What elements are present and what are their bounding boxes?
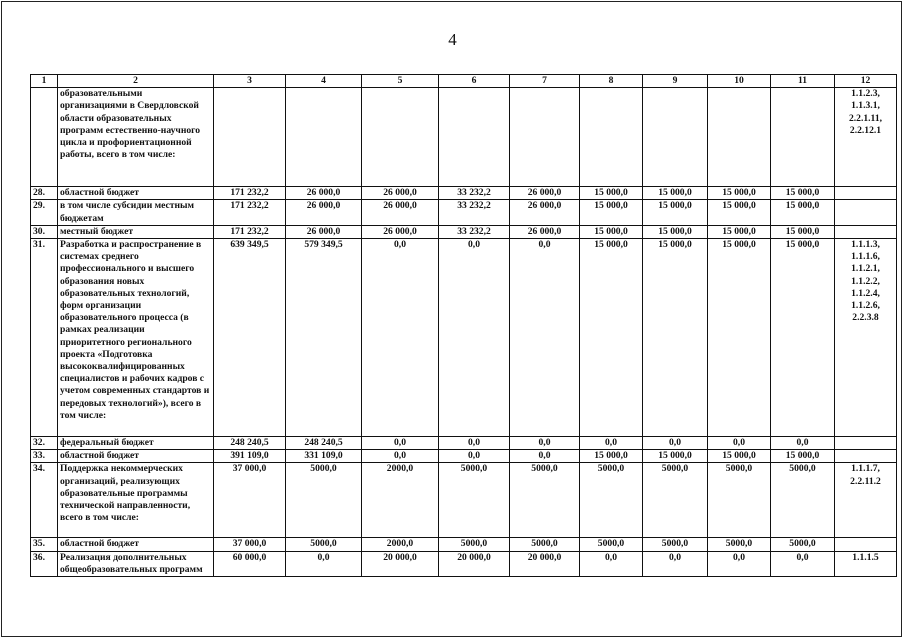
row-number: 33. (31, 450, 58, 463)
value-cell: 0,0 (439, 450, 510, 463)
header-cell: 12 (835, 75, 897, 88)
header-cell: 9 (643, 75, 708, 88)
header-cell: 2 (58, 75, 214, 88)
table-row (31, 437, 897, 450)
value-cell: 0,0 (286, 551, 362, 576)
row-number: 34. (31, 463, 58, 538)
header-row (31, 75, 897, 88)
value-cell: 0,0 (643, 437, 708, 450)
value-cell: 331 109,0 (286, 450, 362, 463)
value-cell: 0,0 (771, 437, 835, 450)
value-cell (708, 88, 771, 187)
value-cell: 15 000,0 (643, 239, 708, 437)
value-cell: 5000,0 (580, 463, 643, 538)
value-cell: 15 000,0 (771, 225, 835, 238)
value-cell (439, 88, 510, 187)
value-cell: 15 000,0 (708, 187, 771, 200)
value-cell: 171 232,2 (214, 187, 286, 200)
value-cell (362, 88, 439, 187)
value-cell: 0,0 (439, 437, 510, 450)
value-cell: 26 000,0 (510, 225, 580, 238)
value-cell: 15 000,0 (708, 450, 771, 463)
value-cell: 15 000,0 (643, 200, 708, 225)
target-codes (835, 187, 897, 200)
target-codes (835, 200, 897, 225)
value-cell (214, 88, 286, 187)
table-row (31, 88, 897, 187)
row-description: областной бюджет (58, 450, 214, 463)
value-cell: 0,0 (439, 239, 510, 437)
value-cell: 2000,0 (362, 538, 439, 551)
value-cell: 20 000,0 (510, 551, 580, 576)
value-cell: 0,0 (362, 450, 439, 463)
table-row (31, 225, 897, 238)
budget-table (30, 74, 897, 577)
target-codes: 1.1.1.7, 2.2.11.2 (835, 463, 897, 538)
value-cell (286, 88, 362, 187)
page-number: 4 (448, 30, 457, 49)
row-description: Разработка и распространение в системах среднего профессионального и высшего образования новых образовательных технологий, форм организации образовательного процесса (в рамках реализации приоритетного регионального проекта «Подготовка высококвалифицированных специалистов и рабочих кадров с учетом современных стандартов и передовых технологий»), всего в том числе: (58, 239, 214, 437)
value-cell: 639 349,5 (214, 239, 286, 437)
value-cell: 26 000,0 (286, 225, 362, 238)
value-cell: 5000,0 (643, 463, 708, 538)
table-row (31, 239, 897, 437)
row-number: 35. (31, 538, 58, 551)
value-cell: 391 109,0 (214, 450, 286, 463)
value-cell: 15 000,0 (708, 239, 771, 437)
value-cell: 20 000,0 (439, 551, 510, 576)
value-cell: 15 000,0 (708, 200, 771, 225)
value-cell: 26 000,0 (286, 187, 362, 200)
header-cell: 10 (708, 75, 771, 88)
value-cell: 5000,0 (580, 538, 643, 551)
target-codes (835, 225, 897, 238)
value-cell: 0,0 (510, 450, 580, 463)
value-cell: 5000,0 (643, 538, 708, 551)
row-number: 30. (31, 225, 58, 238)
value-cell: 26 000,0 (362, 187, 439, 200)
value-cell: 15 000,0 (580, 239, 643, 437)
value-cell: 171 232,2 (214, 225, 286, 238)
value-cell: 5000,0 (771, 463, 835, 538)
row-description: образовательными организациями в Свердловской области образовательных программ естественно-научного цикла и профориентационной работы, всего в том числе: (58, 88, 214, 187)
value-cell: 5000,0 (286, 538, 362, 551)
value-cell: 2000,0 (362, 463, 439, 538)
value-cell (771, 88, 835, 187)
value-cell (510, 88, 580, 187)
target-codes: 1.1.2.3, 1.1.3.1, 2.2.1.11, 2.2.12.1 (835, 88, 897, 187)
value-cell: 26 000,0 (286, 200, 362, 225)
row-number: 28. (31, 187, 58, 200)
value-cell (643, 88, 708, 187)
value-cell: 0,0 (643, 551, 708, 576)
table-row (31, 187, 897, 200)
header-cell: 4 (286, 75, 362, 88)
value-cell: 26 000,0 (362, 225, 439, 238)
header-cell: 11 (771, 75, 835, 88)
value-cell: 0,0 (771, 551, 835, 576)
row-number: 29. (31, 200, 58, 225)
value-cell: 33 232,2 (439, 225, 510, 238)
value-cell: 15 000,0 (708, 225, 771, 238)
value-cell: 26 000,0 (510, 200, 580, 225)
value-cell: 0,0 (362, 239, 439, 437)
value-cell: 5000,0 (439, 463, 510, 538)
value-cell (580, 88, 643, 187)
value-cell: 15 000,0 (771, 450, 835, 463)
target-codes (835, 538, 897, 551)
value-cell: 5000,0 (708, 463, 771, 538)
value-cell: 579 349,5 (286, 239, 362, 437)
table-row (31, 200, 897, 225)
header-cell: 7 (510, 75, 580, 88)
row-description: федеральный бюджет (58, 437, 214, 450)
value-cell: 0,0 (708, 551, 771, 576)
value-cell: 0,0 (510, 239, 580, 437)
value-cell: 0,0 (580, 551, 643, 576)
value-cell: 0,0 (510, 437, 580, 450)
table-row (31, 450, 897, 463)
value-cell: 0,0 (580, 437, 643, 450)
row-description: Поддержка некоммерческих организаций, реализующих образовательные программы технической направленности, всего в том числе: (58, 463, 214, 538)
value-cell: 26 000,0 (510, 187, 580, 200)
row-number: 36. (31, 551, 58, 576)
header-cell: 8 (580, 75, 643, 88)
value-cell: 171 232,2 (214, 200, 286, 225)
value-cell: 15 000,0 (643, 187, 708, 200)
value-cell: 5000,0 (708, 538, 771, 551)
target-codes: 1.1.1.3, 1.1.1.6, 1.1.2.1, 1.1.2.2, 1.1.2.4, 1.1.2.6, 2.2.3.8 (835, 239, 897, 437)
value-cell: 20 000,0 (362, 551, 439, 576)
row-description: областной бюджет (58, 538, 214, 551)
value-cell: 15 000,0 (580, 187, 643, 200)
header-cell: 5 (362, 75, 439, 88)
value-cell: 248 240,5 (286, 437, 362, 450)
row-number: 32. (31, 437, 58, 450)
value-cell: 37 000,0 (214, 463, 286, 538)
target-codes (835, 437, 897, 450)
value-cell: 248 240,5 (214, 437, 286, 450)
row-description: Реализация дополнительных общеобразовательных программ (58, 551, 214, 576)
target-codes (835, 450, 897, 463)
value-cell: 15 000,0 (771, 239, 835, 437)
value-cell: 33 232,2 (439, 187, 510, 200)
target-codes: 1.1.1.5 (835, 551, 897, 576)
value-cell: 33 232,2 (439, 200, 510, 225)
value-cell: 15 000,0 (643, 450, 708, 463)
value-cell: 5000,0 (510, 463, 580, 538)
value-cell: 5000,0 (510, 538, 580, 551)
row-description: в том числе субсидии местным бюджетам (58, 200, 214, 225)
table-row (31, 538, 897, 551)
value-cell: 15 000,0 (771, 200, 835, 225)
row-description: местный бюджет (58, 225, 214, 238)
value-cell: 15 000,0 (643, 225, 708, 238)
value-cell: 15 000,0 (580, 225, 643, 238)
value-cell: 26 000,0 (362, 200, 439, 225)
value-cell: 15 000,0 (580, 200, 643, 225)
value-cell: 5000,0 (771, 538, 835, 551)
row-description: областной бюджет (58, 187, 214, 200)
table-row (31, 463, 897, 538)
value-cell: 15 000,0 (771, 187, 835, 200)
value-cell: 0,0 (708, 437, 771, 450)
value-cell: 60 000,0 (214, 551, 286, 576)
row-number: 31. (31, 239, 58, 437)
table-row (31, 551, 897, 576)
value-cell: 5000,0 (439, 538, 510, 551)
header-cell: 6 (439, 75, 510, 88)
header-cell: 3 (214, 75, 286, 88)
value-cell: 37 000,0 (214, 538, 286, 551)
value-cell: 0,0 (362, 437, 439, 450)
value-cell: 5000,0 (286, 463, 362, 538)
header-cell: 1 (31, 75, 58, 88)
value-cell: 15 000,0 (580, 450, 643, 463)
row-number (31, 88, 58, 187)
